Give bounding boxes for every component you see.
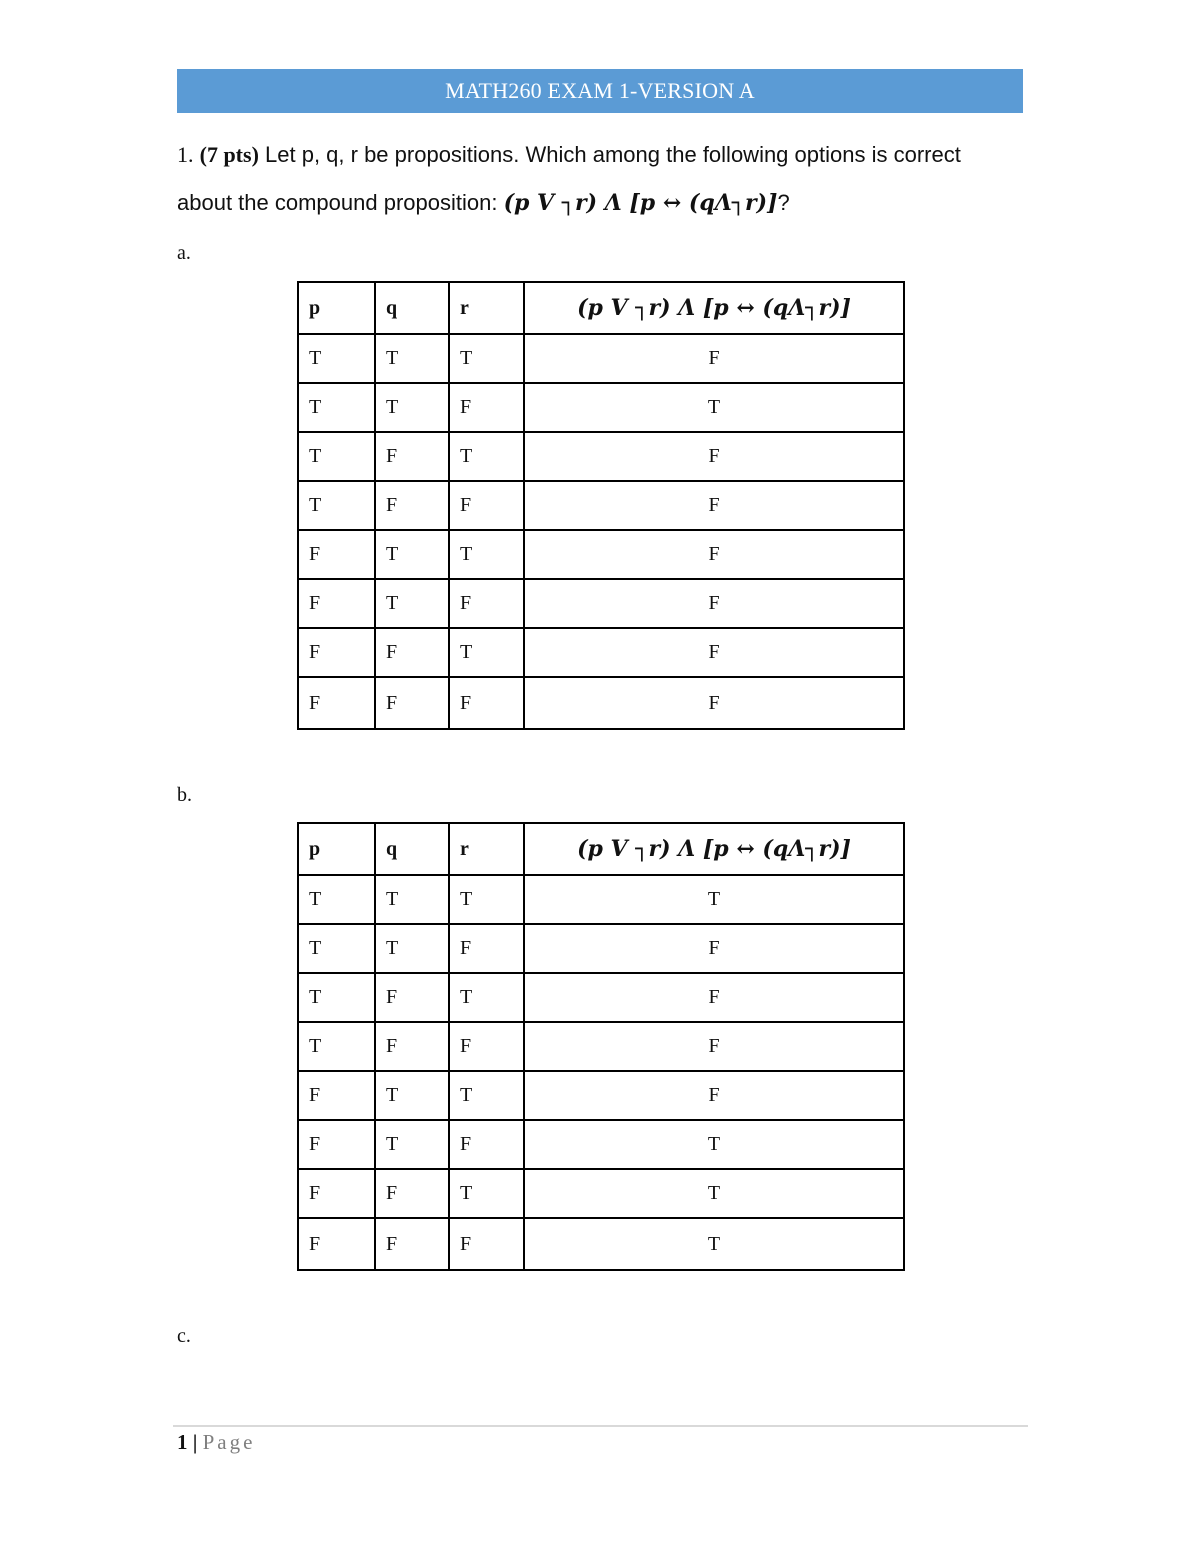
input-cell: T <box>449 530 524 579</box>
input-cell: T <box>375 924 449 973</box>
column-header: q <box>375 282 449 334</box>
result-cell: F <box>524 481 904 530</box>
input-cell: T <box>449 334 524 383</box>
column-header: r <box>449 823 524 875</box>
table-row <box>298 334 904 383</box>
option-a-label: a. <box>177 242 191 264</box>
table-header-row <box>298 823 904 875</box>
result-cell: T <box>524 383 904 432</box>
input-cell: F <box>375 677 449 729</box>
input-cell: F <box>449 481 524 530</box>
result-cell: F <box>524 530 904 579</box>
table-row <box>298 1022 904 1071</box>
question-text-line1: Let p, q, r be propositions. Which among the following options is correct <box>258 142 961 167</box>
table-row <box>298 924 904 973</box>
result-cell: T <box>524 1120 904 1169</box>
input-cell: F <box>449 1218 524 1270</box>
input-cell: T <box>298 973 375 1022</box>
column-header: r <box>449 282 524 334</box>
table-row <box>298 1071 904 1120</box>
input-cell: F <box>375 481 449 530</box>
result-cell: F <box>524 334 904 383</box>
question-text-second-line <box>177 190 1037 216</box>
table-row <box>298 1218 904 1270</box>
input-cell: F <box>375 432 449 481</box>
question-end: ? <box>777 190 790 215</box>
input-cell: F <box>449 579 524 628</box>
input-cell: T <box>298 334 375 383</box>
input-cell: F <box>298 1169 375 1218</box>
result-cell: T <box>524 875 904 924</box>
table-row <box>298 432 904 481</box>
input-cell: T <box>298 875 375 924</box>
option-b-label: b. <box>177 784 192 806</box>
table-header-row <box>298 282 904 334</box>
input-cell: T <box>375 579 449 628</box>
input-cell: F <box>449 677 524 729</box>
question-number: 1. <box>177 142 194 167</box>
option-c-label: c. <box>177 1325 191 1347</box>
input-cell: F <box>449 924 524 973</box>
question-text-line2: about the compound proposition: <box>177 190 504 215</box>
result-cell: T <box>524 1218 904 1270</box>
column-header: q <box>375 823 449 875</box>
input-cell: F <box>298 1071 375 1120</box>
input-cell: T <box>449 1071 524 1120</box>
column-header: p <box>298 282 375 334</box>
input-cell: F <box>375 1169 449 1218</box>
table-row <box>298 481 904 530</box>
truth-table-b <box>297 822 905 1271</box>
input-cell: T <box>449 628 524 677</box>
table-row <box>298 875 904 924</box>
page-footer <box>177 1430 255 1455</box>
column-header: (p V ┐r) Λ [p ↔ (qΛ┐r)] <box>524 282 904 334</box>
truth-table-a <box>297 281 905 730</box>
question-formula: (p V ┐r) Λ [p ↔ (qΛ┐r)] <box>503 190 778 216</box>
exam-title: MATH260 EXAM 1-VERSION A <box>445 78 755 103</box>
input-cell: T <box>298 1022 375 1071</box>
table-row <box>298 628 904 677</box>
input-cell: F <box>449 383 524 432</box>
input-cell: F <box>298 579 375 628</box>
result-cell: F <box>524 677 904 729</box>
result-cell: F <box>524 628 904 677</box>
input-cell: T <box>298 383 375 432</box>
input-cell: F <box>298 530 375 579</box>
result-cell: F <box>524 432 904 481</box>
result-cell: T <box>524 1169 904 1218</box>
input-cell: F <box>298 1120 375 1169</box>
table-row <box>298 973 904 1022</box>
input-cell: T <box>375 1071 449 1120</box>
input-cell: T <box>298 924 375 973</box>
input-cell: F <box>298 628 375 677</box>
footer-divider <box>173 1425 1028 1427</box>
page-number: 1 <box>177 1430 188 1454</box>
table-row <box>298 530 904 579</box>
input-cell: T <box>449 875 524 924</box>
input-cell: F <box>298 677 375 729</box>
page-word: Page <box>202 1430 256 1454</box>
input-cell: T <box>375 875 449 924</box>
column-header: p <box>298 823 375 875</box>
column-header: (p V ┐r) Λ [p ↔ (qΛ┐r)] <box>524 823 904 875</box>
input-cell: T <box>449 973 524 1022</box>
input-cell: T <box>375 334 449 383</box>
result-cell: F <box>524 924 904 973</box>
input-cell: F <box>375 973 449 1022</box>
header-bar <box>177 69 1023 113</box>
input-cell: T <box>298 481 375 530</box>
input-cell: T <box>375 383 449 432</box>
table-row <box>298 677 904 729</box>
input-cell: F <box>375 628 449 677</box>
table-row <box>298 1169 904 1218</box>
input-cell: F <box>449 1120 524 1169</box>
footer-separator: | <box>187 1430 203 1454</box>
input-cell: T <box>375 1120 449 1169</box>
result-cell: F <box>524 1071 904 1120</box>
result-cell: F <box>524 579 904 628</box>
table-row <box>298 1120 904 1169</box>
input-cell: T <box>449 1169 524 1218</box>
input-cell: F <box>375 1022 449 1071</box>
input-cell: T <box>449 432 524 481</box>
result-cell: F <box>524 1022 904 1071</box>
question-points: (7 pts) <box>199 142 259 167</box>
input-cell: F <box>449 1022 524 1071</box>
table-row <box>298 383 904 432</box>
input-cell: F <box>298 1218 375 1270</box>
input-cell: T <box>298 432 375 481</box>
input-cell: F <box>375 1218 449 1270</box>
question-text <box>177 142 1037 168</box>
result-cell: F <box>524 973 904 1022</box>
table-row <box>298 579 904 628</box>
input-cell: T <box>375 530 449 579</box>
